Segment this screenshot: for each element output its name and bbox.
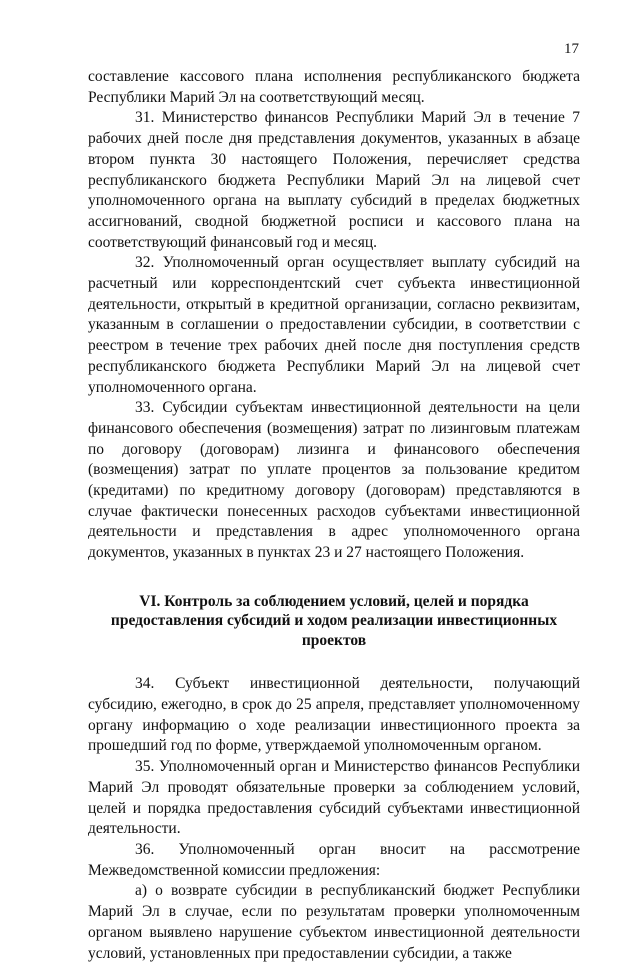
paragraph-36a: а) о возврате субсидии в республиканский бюджет Республики Марий Эл в случае, если по результатам проверки уполномоченным органом выявлено нарушение субъектом инвестиционной деятельности условий, установленных при предоставлении субсидии, а также — [88, 882, 580, 962]
section-heading: VI. Контроль за соблюдением условий, целей и порядка предоставления субсидий и ходом реализации инвестиционных проектов — [110, 592, 558, 649]
paragraph-34: 34. Субъект инвестиционной деятельности, получающий субсидию, ежегодно, в срок до 25 апреля, представляет уполномоченному органу информацию о ходе реализации инвестиционного проекта за прошедший год по форме, утверждаемой уполномоченным органом. — [88, 675, 580, 755]
paragraph-31: 31. Министерство финансов Республики Марий Эл в течение 7 рабочих дней после дня представления документов, указанных в абзаце втором пункта 30 настоящего Положения, перечисляет средства республиканского бюджета Республики Марий Эл на лицевой счет уполномоченного органа на выплату субсидий в пределах бюджетных ассигнований, сводной бюджетной росписи и кассового плана на соответствующий финансовый год и месяц. — [88, 109, 580, 251]
paragraph-32: 32. Уполномоченный орган осуществляет выплату субсидий на расчетный или корреспондентский счет субъекта инвестиционной деятельности, открытый в кредитной организации, согласно реквизитам, указанным в соглашении о предоставлении субсидии, в соответствии с реестром в течение трех рабочих дней после дня поступления средств республиканского бюджета Республики Марий Эл на лицевой счет уполномоченного органа. — [88, 254, 580, 396]
document-body — [88, 67, 580, 964]
paragraph-36: 36. Уполномоченный орган вносит на рассмотрение Межведомственной комиссии предложения: — [88, 841, 580, 879]
page-number: 17 — [564, 41, 579, 57]
paragraph-continuation: составление кассового плана исполнения республиканского бюджета Республики Марий Эл на соответствующий месяц. — [88, 68, 580, 106]
paragraph-35: 35. Уполномоченный орган и Министерство финансов Республики Марий Эл проводят обязательные проверки за соблюдением условий, целей и порядка предоставления субсидий субъектами инвестиционной деятельности. — [88, 758, 580, 838]
paragraph-33: 33. Субсидии субъектам инвестиционной деятельности на цели финансового обеспечения (возмещения) затрат по лизинговым платежам по договору (договорам) лизинга и финансового обеспечения (возмещения) затрат по уплате процентов за пользование кредитом (кредитами) по кредитному договору (договорам) представляются в случае фактически понесенных расходов субъектами инвестиционной деятельности и представления в адрес уполномоченного органа документов, указанных в пунктах 23 и 27 настоящего Положения. — [88, 399, 580, 562]
